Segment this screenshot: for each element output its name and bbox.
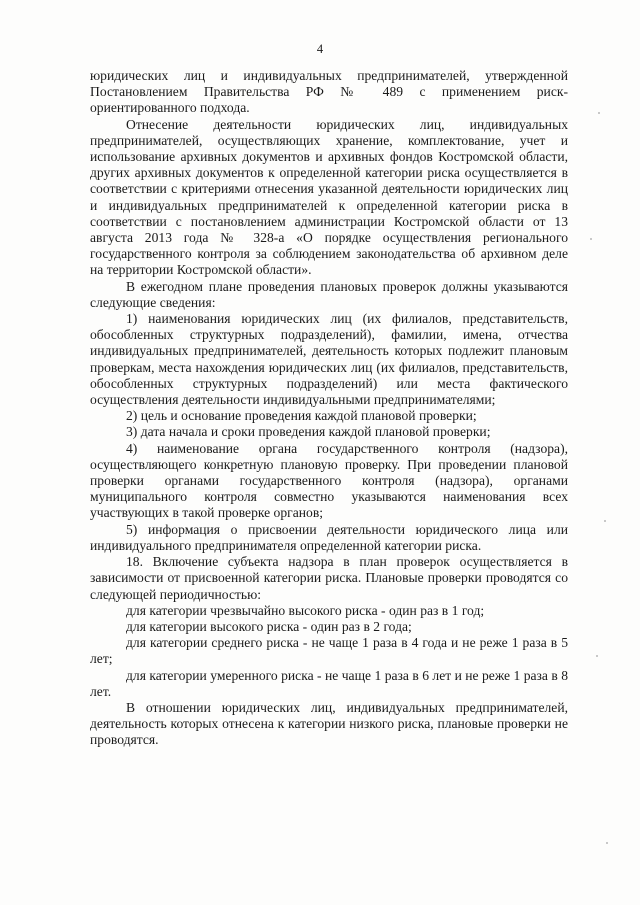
list-item-3: 3) дата начала и сроки проведения каждой плановой проверки; xyxy=(126,424,491,440)
paragraph-low-risk: В отношении юридических лиц, индивидуальных предпринимателей, деятельность которых отнесена к категории низкого риска, плановые проверки не проводятся. xyxy=(90,699,568,748)
paragraph-annual-plan: В ежегодном плане проведения плановых проверок должны указываются следующие сведения: xyxy=(90,278,568,310)
scan-speck xyxy=(604,520,606,522)
scan-speck xyxy=(606,842,608,844)
frequency-moderate: для категории умеренного риска - не чаще 1 раза в 6 лет и не реже 1 раза в 8 лет. xyxy=(90,667,568,699)
list-item-5: 5) информация о присвоении деятельности юридического лица или индивидуального предпринимателя определенной категории риска. xyxy=(90,521,568,553)
paragraph-section-18: 18. Включение субъекта надзора в план проверок осуществляется в зависимости от присвоенной категории риска. Плановые проверки проводятся со следующей периодичностью: xyxy=(90,554,568,602)
page-number: 4 xyxy=(316,42,324,56)
frequency-extremely-high: для категории чрезвычайно высокого риска - один раз в 1 год; xyxy=(126,602,485,618)
paragraph-risk-assignment: Отнесение деятельности юридических лиц, индивидуальных предпринимателей, осуществляющих хранение, комплектование, учет и использование архивных документов и архивных фондов Костромской области, других архивных документов к определенной категории риска осуществляется в соответствии с критериями отнесения указанной деятельности юридических лиц и индивидуальных предпринимателей к определенной категории риска в соответствии с постановлением администрации Костромской области от 13 августа 2013 года № 328-а «О порядке осуществления регионального государственного контроля за соблюдением законодательства об архивном деле на территории Костромской области». xyxy=(90,116,568,278)
scan-speck xyxy=(596,655,598,657)
frequency-high: для категории высокого риска - один раз в 2 года; xyxy=(126,618,412,634)
frequency-medium: для категории среднего риска - не чаще 1 раза в 4 года и не реже 1 раза в 5 лет; xyxy=(90,635,568,667)
list-item-2: 2) цель и основание проведения каждой плановой проверки; xyxy=(126,408,477,424)
document-body xyxy=(90,68,568,749)
scan-speck xyxy=(590,238,592,240)
scan-speck xyxy=(598,112,600,114)
paragraph-continuation: юридических лиц и индивидуальных предпринимателей, утвержденной Постановлением Правительства РФ № 489 с применением риск-ориентированного подхода. xyxy=(90,68,568,116)
list-item-1: 1) наименования юридических лиц (их филиалов, представительств, обособленных структурных подразделений), фамилии, имена, отчества индивидуальных предпринимателей, деятельность которых подлежит плановым проверкам, места нахождения юридических лиц (их филиалов, представительств, обособленных структурных подразделений) или места фактического осуществления деятельности индивидуальными предпринимателями; xyxy=(90,311,568,408)
list-item-4: 4) наименование органа государственного контроля (надзора), осуществляющего конкретную плановую проверку. При проведении плановой проверки органами государственного контроля (надзора), органами муниципального контроля совместно указываются наименования всех участвующих в такой проверке органов; xyxy=(90,440,568,521)
